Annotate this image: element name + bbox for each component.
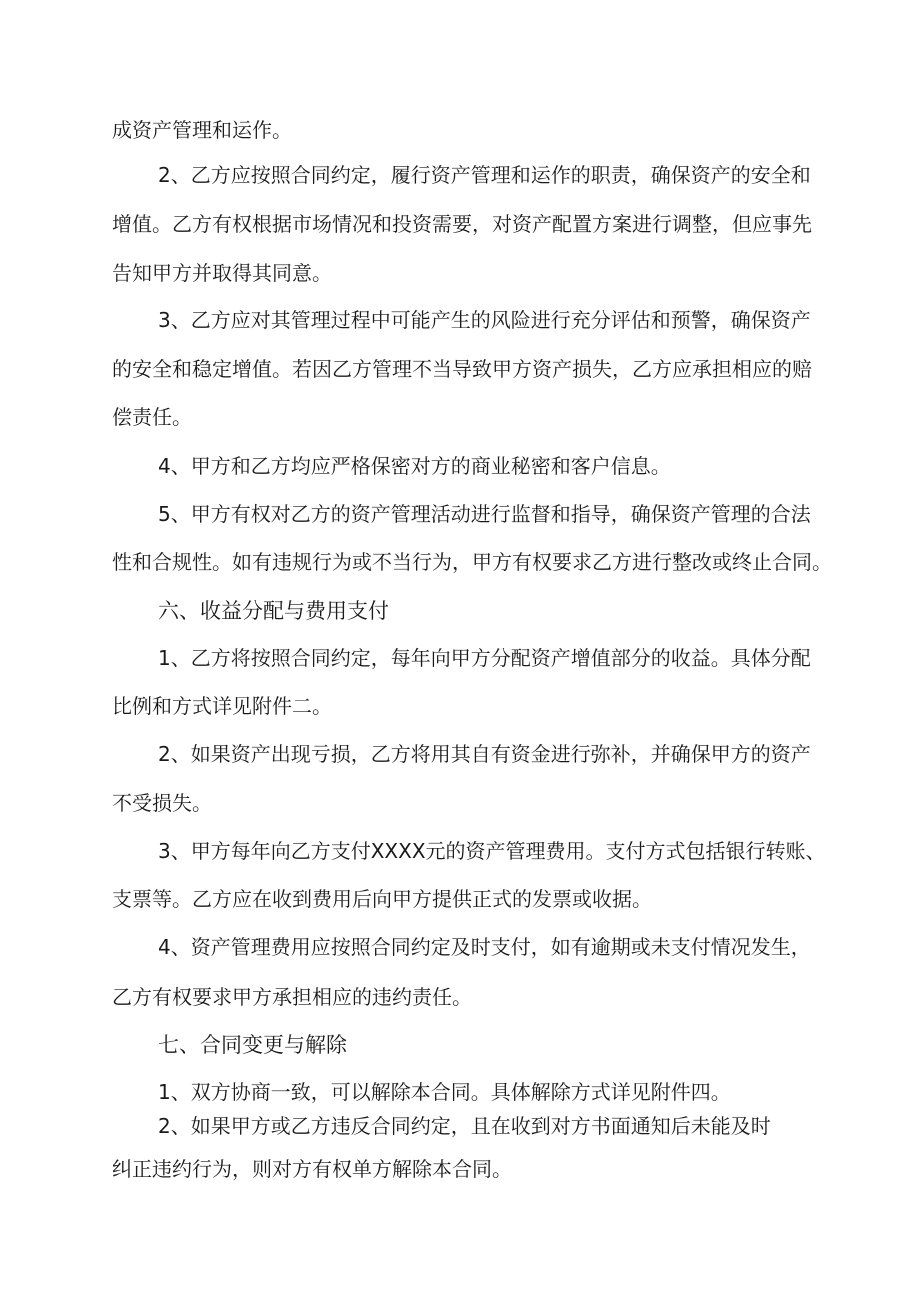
- clause-start-line: 4、甲方和乙方均应严格保密对方的商业秘密和客户信息。: [158, 454, 671, 478]
- clause-start-line: 4、资产管理费用应按照合同约定及时支付，如有逾期或未支付情况发生，: [158, 935, 811, 959]
- body-line: 不受损失。: [112, 791, 212, 815]
- body-line: 性和合规性。如有违规行为或不当行为，甲方有权要求乙方进行整改或终止合同。: [112, 550, 832, 574]
- body-line: 的安全和稳定增值。若因乙方管理不当导致甲方资产损失，乙方应承担相应的赔: [112, 357, 812, 381]
- section-heading: 六、收益分配与费用支付: [158, 599, 389, 623]
- section-heading: 七、合同变更与解除: [158, 1033, 347, 1057]
- clause-start-line: 3、乙方应对其管理过程中可能产生的风险进行充分评估和预警，确保资产: [158, 308, 811, 332]
- body-line: 纠正违约行为，则对方有权单方解除本合同。: [112, 1157, 512, 1181]
- clause-start-line: 1、乙方将按照合同约定，每年向甲方分配资产增值部分的收益。具体分配: [158, 646, 811, 670]
- body-line: 乙方有权要求甲方承担相应的违约责任。: [112, 985, 472, 1009]
- body-line: 支票等。乙方应在收到费用后向甲方提供正式的发票或收据。: [112, 887, 652, 911]
- clause-start-line: 2、乙方应按照合同约定，履行资产管理和运作的职责，确保资产的安全和: [158, 163, 811, 187]
- body-line: 成资产管理和运作。: [112, 118, 292, 142]
- body-line: 比例和方式详见附件二。: [112, 694, 332, 718]
- body-line: 偿责任。: [112, 405, 192, 429]
- clause-start-line: 1、双方协商一致，可以解除本合同。具体解除方式详见附件四。: [158, 1080, 731, 1104]
- clause-start-line: 5、甲方有权对乙方的资产管理活动进行监督和指导，确保资产管理的合法: [158, 502, 811, 526]
- body-line: 增值。乙方有权根据市场情况和投资需要，对资产配置方案进行调整，但应事先: [112, 212, 812, 236]
- clause-start-line: 2、如果甲方或乙方违反合同约定，且在收到对方书面通知后未能及时: [158, 1114, 771, 1138]
- clause-start-line: 2、如果资产出现亏损，乙方将用其自有资金进行弥补，并确保甲方的资产: [158, 742, 811, 766]
- body-line: 告知甲方并取得其同意。: [112, 261, 332, 285]
- clause-start-line: 3、甲方每年向乙方支付XXXX元的资产管理费用。支付方式包括银行转账、: [158, 839, 826, 863]
